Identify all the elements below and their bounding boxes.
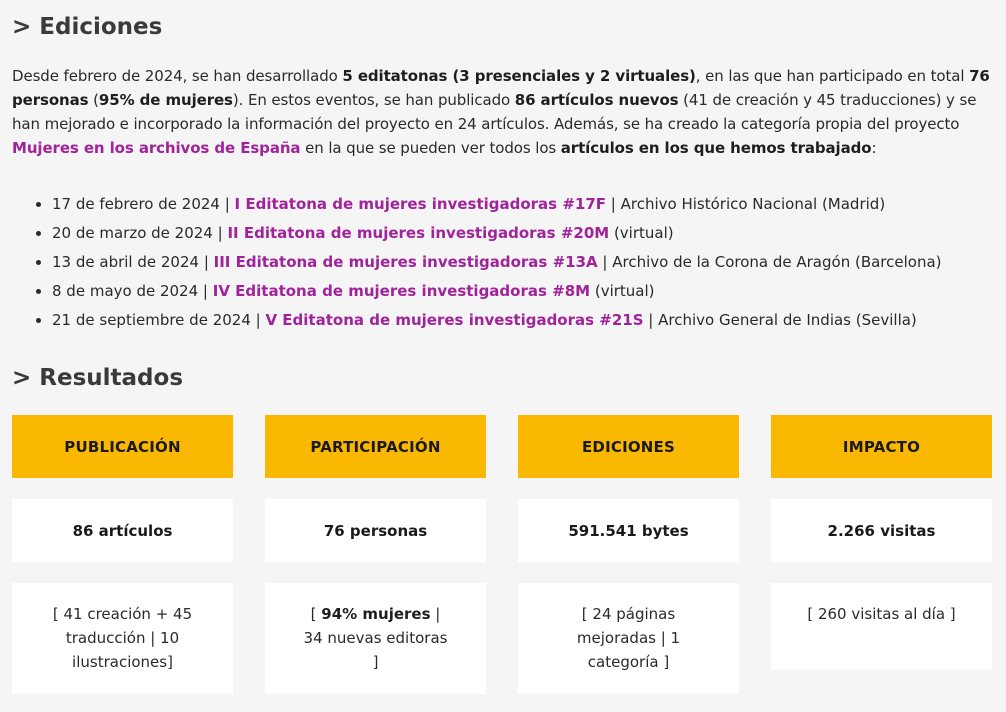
event-link[interactable]: V Editatona de mujeres investigadoras #21S — [265, 311, 644, 329]
intro-paragraph — [12, 64, 997, 160]
event-link[interactable]: III Editatona de mujeres investigadoras #13A — [213, 253, 598, 271]
event-item — [52, 306, 942, 335]
result-card-value: 86 artículos — [12, 499, 233, 562]
event-place: | Archivo de la Corona de Aragón (Barcelona) — [597, 253, 942, 271]
intro-text: Desde febrero de 2024, se han desarrollado — [12, 67, 343, 85]
event-link[interactable]: IV Editatona de mujeres investigadoras #8M — [212, 282, 591, 300]
intro-text: ( — [88, 91, 99, 109]
intro-text: (41 de creación y 45 traducciones) y se han mejorado e incorporado la información del proyecto en 24 artículos. Además, se ha creado la categoría propia del proyecto — [12, 91, 977, 133]
event-place: (virtual) — [590, 282, 655, 300]
events-list — [12, 190, 942, 335]
event-date: 13 de abril de 2024 | — [52, 253, 214, 271]
result-card-detail — [12, 583, 233, 694]
intro-bold-personas: 76 personas — [12, 67, 990, 109]
detail-text: [ — [310, 605, 322, 623]
result-card-header: PUBLICACIÓN — [12, 415, 233, 478]
intro-bold-mujeres: 95% de mujeres — [98, 91, 233, 109]
result-card-ediciones — [518, 415, 739, 694]
section-heading-ediciones: > Ediciones — [12, 14, 163, 40]
event-place: | Archivo Histórico Nacional (Madrid) — [606, 195, 886, 213]
event-date: 21 de septiembre de 2024 | — [52, 311, 266, 329]
event-place: | Archivo General de Indias (Sevilla) — [643, 311, 917, 329]
result-card-impacto — [771, 415, 992, 670]
event-date: 20 de marzo de 2024 | — [52, 224, 228, 242]
event-item — [52, 277, 942, 306]
event-link[interactable]: II Editatona de mujeres investigadoras #20M — [227, 224, 610, 242]
event-item — [52, 219, 942, 248]
intro-bold-trabajado: artículos en los que hemos trabajado — [560, 139, 872, 157]
result-card-detail — [518, 583, 739, 694]
event-link[interactable]: I Editatona de mujeres investigadoras #17F — [234, 195, 607, 213]
intro-text: , en las que han participado en total — [695, 67, 970, 85]
detail-text: [ 24 páginas mejoradas | 1 categoría ] — [576, 605, 681, 671]
intro-text: : — [871, 139, 877, 157]
event-item — [52, 190, 942, 219]
intro-text: en la que se pueden ver todos los — [300, 139, 561, 157]
event-date: 8 de mayo de 2024 | — [52, 282, 213, 300]
section-heading-resultados: > Resultados — [12, 365, 184, 391]
result-card-participacion — [265, 415, 486, 694]
result-card-detail — [265, 583, 486, 694]
result-card-publicacion — [12, 415, 233, 694]
event-date: 17 de febrero de 2024 | — [52, 195, 235, 213]
intro-bold-editatonas: 5 editatonas (3 presenciales y 2 virtuales) — [342, 67, 696, 85]
result-card-detail — [771, 583, 992, 670]
detail-text: | 34 nuevas editoras ] — [303, 605, 448, 671]
detail-bold: 94% mujeres — [321, 605, 431, 623]
category-link[interactable]: Mujeres en los archivos de España — [12, 139, 301, 157]
result-card-value: 2.266 visitas — [771, 499, 992, 562]
intro-text: ). En estos eventos, se han publicado — [232, 91, 515, 109]
event-place: (virtual) — [609, 224, 674, 242]
result-card-header: PARTICIPACIÓN — [265, 415, 486, 478]
detail-text: [ 260 visitas al día ] — [807, 605, 956, 623]
result-card-value: 591.541 bytes — [518, 499, 739, 562]
result-card-header: IMPACTO — [771, 415, 992, 478]
intro-bold-articulos: 86 artículos nuevos — [514, 91, 679, 109]
detail-text: [ 41 creación + 45 traducción | 10 ilustraciones] — [52, 605, 193, 671]
event-item — [52, 248, 942, 277]
result-card-value: 76 personas — [265, 499, 486, 562]
result-card-header: EDICIONES — [518, 415, 739, 478]
